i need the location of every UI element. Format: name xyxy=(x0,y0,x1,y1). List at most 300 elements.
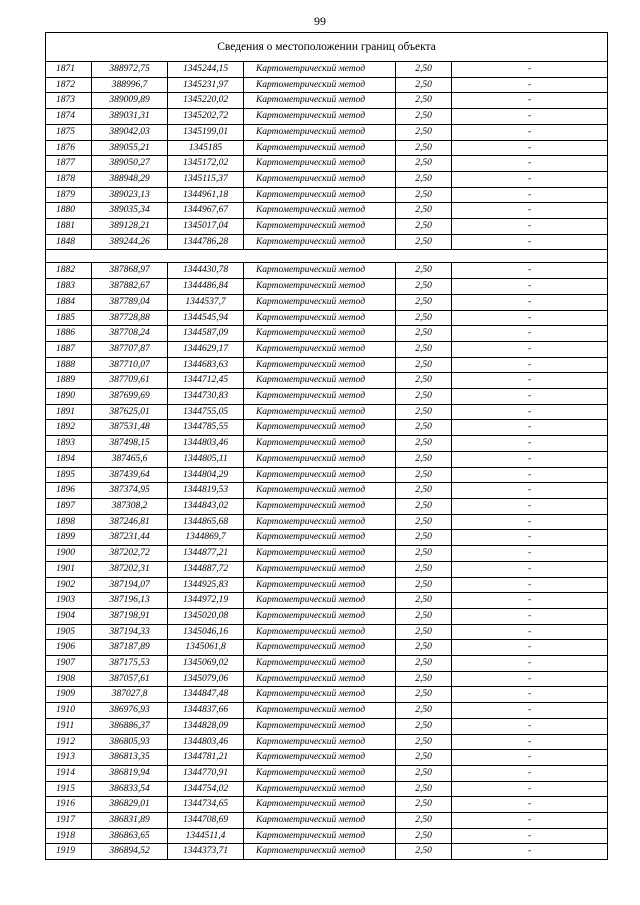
method-cell: Картометрический метод xyxy=(244,263,396,279)
y-coordinate-cell: 1345020,08 xyxy=(168,608,244,624)
table-row xyxy=(46,93,608,109)
method-cell: Картометрический метод xyxy=(244,219,396,235)
point-number-cell: 1876 xyxy=(46,140,92,156)
method-cell: Картометрический метод xyxy=(244,171,396,187)
table-row xyxy=(46,140,608,156)
accuracy-cell: 2,50 xyxy=(396,593,452,609)
point-number-cell: 1878 xyxy=(46,171,92,187)
accuracy-cell: 2,50 xyxy=(396,703,452,719)
x-coordinate-cell: 387709,61 xyxy=(92,373,168,389)
point-number-cell: 1848 xyxy=(46,234,92,250)
method-cell: Картометрический метод xyxy=(244,234,396,250)
accuracy-cell: 2,50 xyxy=(396,294,452,310)
table-row xyxy=(46,310,608,326)
accuracy-cell: 2,50 xyxy=(396,420,452,436)
point-number-cell: 1887 xyxy=(46,341,92,357)
description-cell: - xyxy=(452,341,608,357)
description-cell: - xyxy=(452,62,608,78)
method-cell: Картометрический метод xyxy=(244,93,396,109)
y-coordinate-cell: 1345046,16 xyxy=(168,624,244,640)
accuracy-cell: 2,50 xyxy=(396,718,452,734)
y-coordinate-cell: 1345172,02 xyxy=(168,156,244,172)
accuracy-cell: 2,50 xyxy=(396,530,452,546)
accuracy-cell: 2,50 xyxy=(396,451,452,467)
description-cell: - xyxy=(452,219,608,235)
point-number-cell: 1911 xyxy=(46,718,92,734)
x-coordinate-cell: 387308,2 xyxy=(92,498,168,514)
table-row xyxy=(46,156,608,172)
y-coordinate-cell: 1344545,94 xyxy=(168,310,244,326)
description-cell: - xyxy=(452,373,608,389)
x-coordinate-cell: 387710,07 xyxy=(92,357,168,373)
method-cell: Картометрический метод xyxy=(244,530,396,546)
method-cell: Картометрический метод xyxy=(244,561,396,577)
point-number-cell: 1897 xyxy=(46,498,92,514)
description-cell: - xyxy=(452,546,608,562)
point-number-cell: 1875 xyxy=(46,124,92,140)
point-number-cell: 1884 xyxy=(46,294,92,310)
y-coordinate-cell: 1345079,06 xyxy=(168,671,244,687)
method-cell: Картометрический метод xyxy=(244,357,396,373)
method-cell: Картометрический метод xyxy=(244,310,396,326)
point-number-cell: 1912 xyxy=(46,734,92,750)
y-coordinate-cell: 1344486,84 xyxy=(168,279,244,295)
accuracy-cell: 2,50 xyxy=(396,624,452,640)
point-number-cell: 1905 xyxy=(46,624,92,640)
y-coordinate-cell: 1344430,78 xyxy=(168,263,244,279)
method-cell: Картометрический метод xyxy=(244,781,396,797)
method-cell: Картометрический метод xyxy=(244,593,396,609)
y-coordinate-cell: 1344587,09 xyxy=(168,326,244,342)
x-coordinate-cell: 387708,24 xyxy=(92,326,168,342)
x-coordinate-cell: 386819,94 xyxy=(92,765,168,781)
method-cell: Картометрический метод xyxy=(244,687,396,703)
x-coordinate-cell: 386805,93 xyxy=(92,734,168,750)
point-number-cell: 1898 xyxy=(46,514,92,530)
table-row xyxy=(46,703,608,719)
table-row xyxy=(46,765,608,781)
method-cell: Картометрический метод xyxy=(244,577,396,593)
accuracy-cell: 2,50 xyxy=(396,640,452,656)
description-cell: - xyxy=(452,844,608,860)
accuracy-cell: 2,50 xyxy=(396,546,452,562)
method-cell: Картометрический метод xyxy=(244,451,396,467)
point-number-cell: 1901 xyxy=(46,561,92,577)
x-coordinate-cell: 386894,52 xyxy=(92,844,168,860)
accuracy-cell: 2,50 xyxy=(396,156,452,172)
accuracy-cell: 2,50 xyxy=(396,93,452,109)
y-coordinate-cell: 1344730,83 xyxy=(168,389,244,405)
point-number-cell: 1908 xyxy=(46,671,92,687)
method-cell: Картометрический метод xyxy=(244,326,396,342)
point-number-cell: 1902 xyxy=(46,577,92,593)
x-coordinate-cell: 387789,04 xyxy=(92,294,168,310)
description-cell: - xyxy=(452,498,608,514)
x-coordinate-cell: 387202,72 xyxy=(92,546,168,562)
y-coordinate-cell: 1345069,02 xyxy=(168,656,244,672)
description-cell: - xyxy=(452,140,608,156)
x-coordinate-cell: 387027,8 xyxy=(92,687,168,703)
accuracy-cell: 2,50 xyxy=(396,62,452,78)
accuracy-cell: 2,50 xyxy=(396,687,452,703)
point-number-cell: 1906 xyxy=(46,640,92,656)
description-cell: - xyxy=(452,234,608,250)
point-number-cell: 1914 xyxy=(46,765,92,781)
y-coordinate-cell: 1344537,7 xyxy=(168,294,244,310)
method-cell: Картометрический метод xyxy=(244,765,396,781)
y-coordinate-cell: 1344734,65 xyxy=(168,797,244,813)
method-cell: Картометрический метод xyxy=(244,77,396,93)
method-cell: Картометрический метод xyxy=(244,389,396,405)
y-coordinate-cell: 1345017,04 xyxy=(168,219,244,235)
table-row xyxy=(46,624,608,640)
table-row xyxy=(46,687,608,703)
accuracy-cell: 2,50 xyxy=(396,140,452,156)
method-cell: Картометрический метод xyxy=(244,203,396,219)
description-cell: - xyxy=(452,656,608,672)
point-number-cell: 1895 xyxy=(46,467,92,483)
description-cell: - xyxy=(452,765,608,781)
point-number-cell: 1904 xyxy=(46,608,92,624)
method-cell: Картометрический метод xyxy=(244,797,396,813)
method-cell: Картометрический метод xyxy=(244,420,396,436)
y-coordinate-cell: 1344805,11 xyxy=(168,451,244,467)
table-row xyxy=(46,326,608,342)
table-row xyxy=(46,279,608,295)
method-cell: Картометрический метод xyxy=(244,156,396,172)
description-cell: - xyxy=(452,279,608,295)
x-coordinate-cell: 387465,6 xyxy=(92,451,168,467)
point-number-cell: 1877 xyxy=(46,156,92,172)
method-cell: Картометрический метод xyxy=(244,187,396,203)
accuracy-cell: 2,50 xyxy=(396,498,452,514)
description-cell: - xyxy=(452,203,608,219)
x-coordinate-cell: 387868,97 xyxy=(92,263,168,279)
y-coordinate-cell: 1344887,72 xyxy=(168,561,244,577)
table-row xyxy=(46,640,608,656)
method-cell: Картометрический метод xyxy=(244,750,396,766)
accuracy-cell: 2,50 xyxy=(396,750,452,766)
y-coordinate-cell: 1344712,45 xyxy=(168,373,244,389)
point-number-cell: 1894 xyxy=(46,451,92,467)
point-number-cell: 1890 xyxy=(46,389,92,405)
point-number-cell: 1916 xyxy=(46,797,92,813)
accuracy-cell: 2,50 xyxy=(396,326,452,342)
x-coordinate-cell: 389031,31 xyxy=(92,109,168,125)
table-row xyxy=(46,813,608,829)
point-number-cell: 1893 xyxy=(46,436,92,452)
table-row xyxy=(46,263,608,279)
description-cell: - xyxy=(452,828,608,844)
description-cell: - xyxy=(452,124,608,140)
x-coordinate-cell: 388948,29 xyxy=(92,171,168,187)
x-coordinate-cell: 388996,7 xyxy=(92,77,168,93)
method-cell: Картометрический метод xyxy=(244,294,396,310)
x-coordinate-cell: 387194,07 xyxy=(92,577,168,593)
description-cell: - xyxy=(452,561,608,577)
description-cell: - xyxy=(452,467,608,483)
x-coordinate-cell: 389055,21 xyxy=(92,140,168,156)
description-cell: - xyxy=(452,483,608,499)
method-cell: Картометрический метод xyxy=(244,341,396,357)
table-row xyxy=(46,357,608,373)
point-number-cell: 1907 xyxy=(46,656,92,672)
description-cell: - xyxy=(452,718,608,734)
method-cell: Картометрический метод xyxy=(244,656,396,672)
table-row xyxy=(46,203,608,219)
description-cell: - xyxy=(452,781,608,797)
x-coordinate-cell: 387057,61 xyxy=(92,671,168,687)
accuracy-cell: 2,50 xyxy=(396,561,452,577)
description-cell: - xyxy=(452,577,608,593)
description-cell: - xyxy=(452,608,608,624)
y-coordinate-cell: 1344961,18 xyxy=(168,187,244,203)
description-cell: - xyxy=(452,294,608,310)
method-cell: Картометрический метод xyxy=(244,608,396,624)
group-separator-cell xyxy=(46,250,608,263)
accuracy-cell: 2,50 xyxy=(396,797,452,813)
group-separator-row xyxy=(46,250,608,263)
point-number-cell: 1919 xyxy=(46,844,92,860)
y-coordinate-cell: 1344786,28 xyxy=(168,234,244,250)
table-row xyxy=(46,171,608,187)
x-coordinate-cell: 387187,89 xyxy=(92,640,168,656)
boundary-coordinates-table xyxy=(45,32,608,860)
y-coordinate-cell: 1344972,19 xyxy=(168,593,244,609)
x-coordinate-cell: 387196,13 xyxy=(92,593,168,609)
table-row xyxy=(46,467,608,483)
x-coordinate-cell: 389023,13 xyxy=(92,187,168,203)
description-cell: - xyxy=(452,593,608,609)
y-coordinate-cell: 1345231,97 xyxy=(168,77,244,93)
y-coordinate-cell: 1344785,55 xyxy=(168,420,244,436)
method-cell: Картометрический метод xyxy=(244,109,396,125)
method-cell: Картометрический метод xyxy=(244,844,396,860)
method-cell: Картометрический метод xyxy=(244,640,396,656)
table-row xyxy=(46,530,608,546)
x-coordinate-cell: 387882,67 xyxy=(92,279,168,295)
accuracy-cell: 2,50 xyxy=(396,373,452,389)
x-coordinate-cell: 387707,87 xyxy=(92,341,168,357)
point-number-cell: 1913 xyxy=(46,750,92,766)
table-row xyxy=(46,373,608,389)
accuracy-cell: 2,50 xyxy=(396,109,452,125)
table-row xyxy=(46,420,608,436)
x-coordinate-cell: 389050,27 xyxy=(92,156,168,172)
point-number-cell: 1896 xyxy=(46,483,92,499)
table-row xyxy=(46,828,608,844)
point-number-cell: 1903 xyxy=(46,593,92,609)
x-coordinate-cell: 386831,89 xyxy=(92,813,168,829)
table-row xyxy=(46,718,608,734)
y-coordinate-cell: 1344683,63 xyxy=(168,357,244,373)
description-cell: - xyxy=(452,93,608,109)
x-coordinate-cell: 387231,44 xyxy=(92,530,168,546)
x-coordinate-cell: 386833,54 xyxy=(92,781,168,797)
point-number-cell: 1889 xyxy=(46,373,92,389)
y-coordinate-cell: 1344925,83 xyxy=(168,577,244,593)
point-number-cell: 1885 xyxy=(46,310,92,326)
y-coordinate-cell: 1344828,09 xyxy=(168,718,244,734)
y-coordinate-cell: 1344847,48 xyxy=(168,687,244,703)
accuracy-cell: 2,50 xyxy=(396,671,452,687)
method-cell: Картометрический метод xyxy=(244,124,396,140)
description-cell: - xyxy=(452,389,608,405)
accuracy-cell: 2,50 xyxy=(396,171,452,187)
x-coordinate-cell: 389128,21 xyxy=(92,219,168,235)
accuracy-cell: 2,50 xyxy=(396,389,452,405)
accuracy-cell: 2,50 xyxy=(396,734,452,750)
point-number-cell: 1892 xyxy=(46,420,92,436)
y-coordinate-cell: 1344629,17 xyxy=(168,341,244,357)
x-coordinate-cell: 387246,81 xyxy=(92,514,168,530)
table-row xyxy=(46,750,608,766)
y-coordinate-cell: 1344819,53 xyxy=(168,483,244,499)
description-cell: - xyxy=(452,109,608,125)
x-coordinate-cell: 386976,93 xyxy=(92,703,168,719)
method-cell: Картометрический метод xyxy=(244,734,396,750)
description-cell: - xyxy=(452,310,608,326)
x-coordinate-cell: 387374,95 xyxy=(92,483,168,499)
point-number-cell: 1872 xyxy=(46,77,92,93)
table-row xyxy=(46,844,608,860)
y-coordinate-cell: 1345185 xyxy=(168,140,244,156)
description-cell: - xyxy=(452,671,608,687)
table-row xyxy=(46,404,608,420)
method-cell: Картометрический метод xyxy=(244,140,396,156)
table-row xyxy=(46,546,608,562)
y-coordinate-cell: 1344754,02 xyxy=(168,781,244,797)
method-cell: Картометрический метод xyxy=(244,671,396,687)
table-row xyxy=(46,514,608,530)
description-cell: - xyxy=(452,77,608,93)
table-row xyxy=(46,62,608,78)
table-row xyxy=(46,436,608,452)
description-cell: - xyxy=(452,171,608,187)
point-number-cell: 1918 xyxy=(46,828,92,844)
y-coordinate-cell: 1344804,29 xyxy=(168,467,244,483)
x-coordinate-cell: 387728,88 xyxy=(92,310,168,326)
description-cell: - xyxy=(452,640,608,656)
point-number-cell: 1910 xyxy=(46,703,92,719)
description-cell: - xyxy=(452,326,608,342)
accuracy-cell: 2,50 xyxy=(396,203,452,219)
accuracy-cell: 2,50 xyxy=(396,467,452,483)
y-coordinate-cell: 1344869,7 xyxy=(168,530,244,546)
y-coordinate-cell: 1344781,21 xyxy=(168,750,244,766)
accuracy-cell: 2,50 xyxy=(396,357,452,373)
accuracy-cell: 2,50 xyxy=(396,514,452,530)
description-cell: - xyxy=(452,420,608,436)
description-cell: - xyxy=(452,687,608,703)
y-coordinate-cell: 1344843,02 xyxy=(168,498,244,514)
description-cell: - xyxy=(452,813,608,829)
accuracy-cell: 2,50 xyxy=(396,781,452,797)
description-cell: - xyxy=(452,436,608,452)
y-coordinate-cell: 1345202,72 xyxy=(168,109,244,125)
table-title-row xyxy=(46,33,608,62)
y-coordinate-cell: 1344877,21 xyxy=(168,546,244,562)
x-coordinate-cell: 386886,37 xyxy=(92,718,168,734)
x-coordinate-cell: 386829,01 xyxy=(92,797,168,813)
description-cell: - xyxy=(452,624,608,640)
table-row xyxy=(46,187,608,203)
description-cell: - xyxy=(452,156,608,172)
method-cell: Картометрический метод xyxy=(244,718,396,734)
point-number-cell: 1886 xyxy=(46,326,92,342)
table-row xyxy=(46,109,608,125)
x-coordinate-cell: 387531,48 xyxy=(92,420,168,436)
table-row xyxy=(46,234,608,250)
accuracy-cell: 2,50 xyxy=(396,219,452,235)
method-cell: Картометрический метод xyxy=(244,483,396,499)
table-row xyxy=(46,219,608,235)
x-coordinate-cell: 387625,01 xyxy=(92,404,168,420)
accuracy-cell: 2,50 xyxy=(396,341,452,357)
method-cell: Картометрический метод xyxy=(244,813,396,829)
point-number-cell: 1888 xyxy=(46,357,92,373)
point-number-cell: 1874 xyxy=(46,109,92,125)
accuracy-cell: 2,50 xyxy=(396,608,452,624)
description-cell: - xyxy=(452,734,608,750)
x-coordinate-cell: 387498,15 xyxy=(92,436,168,452)
page-number: 99 xyxy=(314,14,326,28)
y-coordinate-cell: 1344967,67 xyxy=(168,203,244,219)
x-coordinate-cell: 389244,26 xyxy=(92,234,168,250)
accuracy-cell: 2,50 xyxy=(396,483,452,499)
description-cell: - xyxy=(452,750,608,766)
table-row xyxy=(46,451,608,467)
point-number-cell: 1873 xyxy=(46,93,92,109)
x-coordinate-cell: 386863,65 xyxy=(92,828,168,844)
point-number-cell: 1881 xyxy=(46,219,92,235)
accuracy-cell: 2,50 xyxy=(396,577,452,593)
y-coordinate-cell: 1344803,46 xyxy=(168,734,244,750)
table-row xyxy=(46,781,608,797)
accuracy-cell: 2,50 xyxy=(396,124,452,140)
table-row xyxy=(46,608,608,624)
description-cell: - xyxy=(452,404,608,420)
y-coordinate-cell: 1345220,02 xyxy=(168,93,244,109)
description-cell: - xyxy=(452,357,608,373)
y-coordinate-cell: 1344511,4 xyxy=(168,828,244,844)
description-cell: - xyxy=(452,703,608,719)
y-coordinate-cell: 1344837,66 xyxy=(168,703,244,719)
point-number-cell: 1900 xyxy=(46,546,92,562)
table-row xyxy=(46,577,608,593)
description-cell: - xyxy=(452,451,608,467)
table-row xyxy=(46,656,608,672)
method-cell: Картометрический метод xyxy=(244,279,396,295)
accuracy-cell: 2,50 xyxy=(396,279,452,295)
point-number-cell: 1917 xyxy=(46,813,92,829)
accuracy-cell: 2,50 xyxy=(396,813,452,829)
accuracy-cell: 2,50 xyxy=(396,404,452,420)
point-number-cell: 1891 xyxy=(46,404,92,420)
method-cell: Картометрический метод xyxy=(244,498,396,514)
x-coordinate-cell: 387699,69 xyxy=(92,389,168,405)
y-coordinate-cell: 1344803,46 xyxy=(168,436,244,452)
accuracy-cell: 2,50 xyxy=(396,234,452,250)
point-number-cell: 1899 xyxy=(46,530,92,546)
point-number-cell: 1871 xyxy=(46,62,92,78)
accuracy-cell: 2,50 xyxy=(396,77,452,93)
point-number-cell: 1915 xyxy=(46,781,92,797)
accuracy-cell: 2,50 xyxy=(396,844,452,860)
table-row xyxy=(46,341,608,357)
y-coordinate-cell: 1345244,15 xyxy=(168,62,244,78)
method-cell: Картометрический метод xyxy=(244,703,396,719)
